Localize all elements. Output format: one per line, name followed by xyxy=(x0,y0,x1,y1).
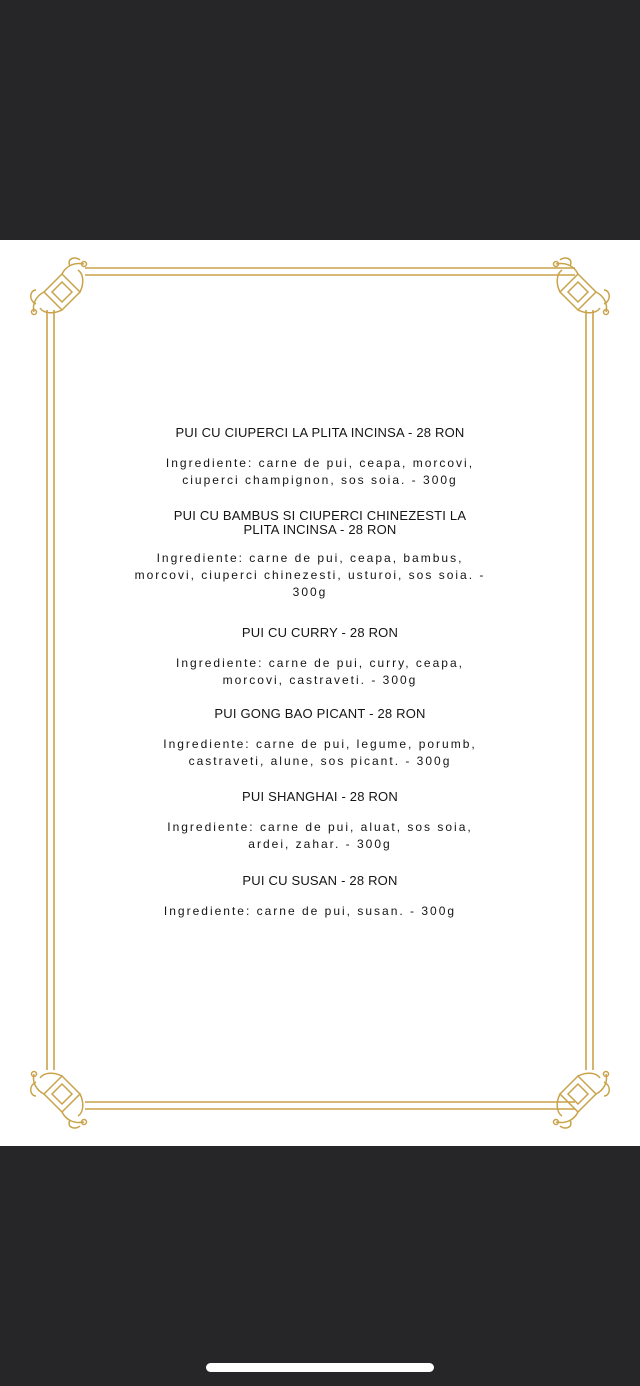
menu-item-title: PUI CU SUSAN - 28 RON xyxy=(242,873,398,888)
menu-list xyxy=(134,425,500,920)
home-indicator[interactable] xyxy=(206,1363,434,1372)
menu-item-description: Ingrediente: carne de pui, curry, ceapa, morcovi, castraveti. - 300g xyxy=(176,656,464,687)
menu-item-description: Ingrediente: carne de pui, susan. - 300g xyxy=(163,904,457,918)
menu-item-description: Ingrediente: carne de pui, legume, porumb, castraveti, alune, sos picant. - 300g xyxy=(163,737,477,768)
menu-page xyxy=(0,240,640,1146)
menu-item-title: PUI CU CURRY - 28 RON xyxy=(241,625,399,640)
menu-item-description: Ingrediente: carne de pui, aluat, sos soia, ardei, zahar. - 300g xyxy=(167,820,473,851)
menu-item-title: PUI GONG BAO PICANT - 28 RON xyxy=(214,706,426,721)
corner-ornament-icon xyxy=(31,258,87,315)
menu-item xyxy=(140,874,500,920)
menu-item-title: PUI CU CIUPERCI LA PLITA INCINSA - 28 RON xyxy=(175,425,465,440)
menu-item-title: PUI SHANGHAI - 28 RON xyxy=(242,789,398,804)
menu-item xyxy=(140,707,500,770)
menu-item-title: PUI CU BAMBUS SI CIUPERCI CHINEZESTI LA PLITA INCINSA - 28 RON xyxy=(173,508,467,537)
menu-item-description: Ingrediente: carne de pui, ceapa, morcovi, ciuperci champignon, sos soia. - 300g xyxy=(165,456,475,487)
menu-item xyxy=(140,790,500,853)
menu-item xyxy=(140,426,500,489)
menu-item xyxy=(140,626,500,689)
menu-item-description: Ingrediente: carne de pui, ceapa, bambus, morcovi, ciuperci chinezesti, usturoi, sos soia. - 300g xyxy=(134,551,486,599)
menu-item xyxy=(134,508,500,601)
top-dark-area xyxy=(0,0,640,240)
